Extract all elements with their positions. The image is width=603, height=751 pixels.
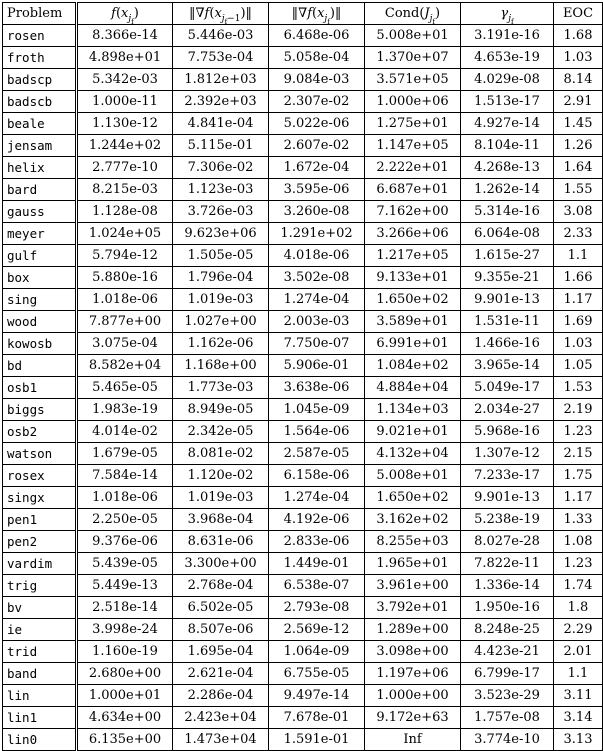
cell-grad-prev: 2.392e+03 <box>173 91 269 113</box>
cell-gamma: 1.262e-14 <box>461 179 554 201</box>
cell-gamma: 1.615e-27 <box>461 245 554 267</box>
cell-grad-prev: 2.423e+04 <box>173 707 269 729</box>
header-f: $f(x_{j_f})$ <box>77 3 173 25</box>
table-row <box>3 333 603 355</box>
cell-problem: lin0 <box>3 729 77 751</box>
cell-gamma: 5.968e-16 <box>461 421 554 443</box>
cell-cond: 1.197e+06 <box>365 663 461 685</box>
cell-problem: bv <box>3 597 77 619</box>
cell-grad-prev: 9.623e+06 <box>173 223 269 245</box>
cell-f: 1.679e-05 <box>77 443 173 465</box>
cell-grad: 4.018e-06 <box>269 245 365 267</box>
cell-eoc: 2.91 <box>554 91 603 113</box>
cell-cond: 3.162e+02 <box>365 509 461 531</box>
cell-grad: 1.449e-01 <box>269 553 365 575</box>
cell-problem: gulf <box>3 245 77 267</box>
cell-grad-prev: 3.726e-03 <box>173 201 269 223</box>
cell-grad: 2.833e-06 <box>269 531 365 553</box>
cell-problem: lin <box>3 685 77 707</box>
table-row <box>3 465 603 487</box>
cell-eoc: 1.17 <box>554 289 603 311</box>
cell-gamma: 1.336e-14 <box>461 575 554 597</box>
cell-eoc: 2.29 <box>554 619 603 641</box>
cell-grad-prev: 1.773e-03 <box>173 377 269 399</box>
cell-cond: 1.965e+01 <box>365 553 461 575</box>
table-row <box>3 729 603 751</box>
cell-f: 5.465e-05 <box>77 377 173 399</box>
cell-cond: 1.000e+00 <box>365 685 461 707</box>
cell-cond: Inf <box>365 729 461 751</box>
cell-cond: 1.650e+02 <box>365 487 461 509</box>
table-row <box>3 443 603 465</box>
cell-problem: watson <box>3 443 77 465</box>
cell-f: 3.998e-24 <box>77 619 173 641</box>
cell-grad-prev: 8.949e-05 <box>173 399 269 421</box>
cell-cond: 9.021e+01 <box>365 421 461 443</box>
cell-problem: badscp <box>3 69 77 91</box>
cell-gamma: 1.466e-16 <box>461 333 554 355</box>
cell-problem: osb1 <box>3 377 77 399</box>
cell-grad: 2.793e-08 <box>269 597 365 619</box>
cell-eoc: 2.19 <box>554 399 603 421</box>
cell-eoc: 1.08 <box>554 531 603 553</box>
cell-eoc: 1.68 <box>554 25 603 47</box>
cell-grad: 7.750e-07 <box>269 333 365 355</box>
cell-grad-prev: 5.115e-01 <box>173 135 269 157</box>
cell-gamma: 7.822e-11 <box>461 553 554 575</box>
table-row <box>3 201 603 223</box>
table-body <box>3 25 603 751</box>
cell-grad: 1.291e+02 <box>269 223 365 245</box>
cell-gamma: 8.248e-25 <box>461 619 554 641</box>
cell-f: 4.634e+00 <box>77 707 173 729</box>
cell-grad-prev: 1.019e-03 <box>173 487 269 509</box>
results-table <box>2 2 603 751</box>
table-row <box>3 641 603 663</box>
cell-gamma: 6.064e-08 <box>461 223 554 245</box>
cell-grad-prev: 4.841e-04 <box>173 113 269 135</box>
table-row <box>3 575 603 597</box>
table-row <box>3 267 603 289</box>
cell-gamma: 1.757e-08 <box>461 707 554 729</box>
cell-f: 1.018e-06 <box>77 289 173 311</box>
cell-problem: vardim <box>3 553 77 575</box>
cell-grad-prev: 1.123e-03 <box>173 179 269 201</box>
cell-cond: 4.132e+04 <box>365 443 461 465</box>
cell-grad: 1.045e-09 <box>269 399 365 421</box>
cell-cond: 1.217e+05 <box>365 245 461 267</box>
cell-f: 1.130e-12 <box>77 113 173 135</box>
cell-eoc: 3.14 <box>554 707 603 729</box>
table-row <box>3 69 603 91</box>
cell-problem: bd <box>3 355 77 377</box>
table-row <box>3 619 603 641</box>
cell-grad-prev: 2.768e-04 <box>173 575 269 597</box>
cell-grad-prev: 1.120e-02 <box>173 465 269 487</box>
cell-problem: pen1 <box>3 509 77 531</box>
cell-grad-prev: 2.621e-04 <box>173 663 269 685</box>
header-gamma: $\gamma_{j_f}$ <box>461 3 554 25</box>
cell-eoc: 2.01 <box>554 641 603 663</box>
cell-grad-prev: 2.342e-05 <box>173 421 269 443</box>
cell-grad-prev: 1.812e+03 <box>173 69 269 91</box>
table-row <box>3 707 603 729</box>
cell-f: 1.024e+05 <box>77 223 173 245</box>
cell-problem: sing <box>3 289 77 311</box>
cell-cond: 3.961e+00 <box>365 575 461 597</box>
table-row <box>3 663 603 685</box>
cell-f: 5.439e-05 <box>77 553 173 575</box>
cell-grad-prev: 1.473e+04 <box>173 729 269 751</box>
cell-gamma: 4.029e-08 <box>461 69 554 91</box>
cell-gamma: 9.901e-13 <box>461 487 554 509</box>
cell-problem: trig <box>3 575 77 597</box>
table-row <box>3 223 603 245</box>
cell-eoc: 1.05 <box>554 355 603 377</box>
cell-grad: 4.192e-06 <box>269 509 365 531</box>
cell-gamma: 9.355e-21 <box>461 267 554 289</box>
cell-eoc: 1.45 <box>554 113 603 135</box>
cell-eoc: 1.74 <box>554 575 603 597</box>
cell-problem: jensam <box>3 135 77 157</box>
cell-gamma: 4.653e-19 <box>461 47 554 69</box>
cell-problem: rosex <box>3 465 77 487</box>
cell-cond: 9.133e+01 <box>365 267 461 289</box>
cell-grad-prev: 1.505e-05 <box>173 245 269 267</box>
cell-problem: pen2 <box>3 531 77 553</box>
cell-f: 2.518e-14 <box>77 597 173 619</box>
cell-gamma: 4.268e-13 <box>461 157 554 179</box>
cell-cond: 1.370e+07 <box>365 47 461 69</box>
table-row <box>3 685 603 707</box>
cell-grad-prev: 1.695e-04 <box>173 641 269 663</box>
cell-eoc: 1.03 <box>554 333 603 355</box>
cell-gamma: 2.034e-27 <box>461 399 554 421</box>
cell-problem: lin1 <box>3 707 77 729</box>
cell-gamma: 6.799e-17 <box>461 663 554 685</box>
cell-grad: 6.468e-06 <box>269 25 365 47</box>
cell-cond: 1.000e+06 <box>365 91 461 113</box>
cell-f: 7.584e-14 <box>77 465 173 487</box>
table-row <box>3 399 603 421</box>
cell-gamma: 3.523e-29 <box>461 685 554 707</box>
cell-cond: 9.172e+63 <box>365 707 461 729</box>
header-row <box>3 3 603 25</box>
cell-grad: 1.274e-04 <box>269 289 365 311</box>
cell-grad: 7.678e-01 <box>269 707 365 729</box>
cell-grad-prev: 7.306e-02 <box>173 157 269 179</box>
cell-grad-prev: 1.162e-06 <box>173 333 269 355</box>
cell-grad: 2.587e-05 <box>269 443 365 465</box>
cell-f: 8.366e-14 <box>77 25 173 47</box>
cell-grad: 5.022e-06 <box>269 113 365 135</box>
table-row <box>3 179 603 201</box>
cell-eoc: 1.8 <box>554 597 603 619</box>
cell-f: 5.449e-13 <box>77 575 173 597</box>
cell-grad-prev: 8.081e-02 <box>173 443 269 465</box>
cell-grad: 2.307e-02 <box>269 91 365 113</box>
cell-cond: 3.266e+06 <box>365 223 461 245</box>
cell-gamma: 9.901e-13 <box>461 289 554 311</box>
cell-gamma: 5.314e-16 <box>461 201 554 223</box>
cell-grad: 3.595e-06 <box>269 179 365 201</box>
cell-problem: ie <box>3 619 77 641</box>
cell-cond: 4.884e+04 <box>365 377 461 399</box>
cell-grad-prev: 8.631e-06 <box>173 531 269 553</box>
cell-problem: biggs <box>3 399 77 421</box>
cell-gamma: 8.027e-28 <box>461 531 554 553</box>
table-row <box>3 135 603 157</box>
header-problem: Problem <box>3 3 77 25</box>
table-row <box>3 421 603 443</box>
cell-f: 1.000e-11 <box>77 91 173 113</box>
cell-gamma: 3.965e-14 <box>461 355 554 377</box>
cell-eoc: 2.15 <box>554 443 603 465</box>
table-row <box>3 553 603 575</box>
cell-gamma: 4.927e-14 <box>461 113 554 135</box>
cell-gamma: 4.423e-21 <box>461 641 554 663</box>
cell-problem: gauss <box>3 201 77 223</box>
cell-gamma: 8.104e-11 <box>461 135 554 157</box>
cell-cond: 1.147e+05 <box>365 135 461 157</box>
cell-cond: 3.098e+00 <box>365 641 461 663</box>
cell-eoc: 1.23 <box>554 421 603 443</box>
cell-grad: 1.064e-09 <box>269 641 365 663</box>
cell-cond: 8.255e+03 <box>365 531 461 553</box>
cell-grad-prev: 5.446e-03 <box>173 25 269 47</box>
cell-eoc: 1.1 <box>554 663 603 685</box>
cell-grad: 6.538e-07 <box>269 575 365 597</box>
cell-eoc: 2.33 <box>554 223 603 245</box>
cell-problem: trid <box>3 641 77 663</box>
cell-grad-prev: 7.753e-04 <box>173 47 269 69</box>
cell-gamma: 5.238e-19 <box>461 509 554 531</box>
cell-grad-prev: 1.796e-04 <box>173 267 269 289</box>
cell-f: 4.014e-02 <box>77 421 173 443</box>
cell-grad: 5.906e-01 <box>269 355 365 377</box>
cell-grad-prev: 1.168e+00 <box>173 355 269 377</box>
cell-problem: singx <box>3 487 77 509</box>
results-table-container <box>2 2 603 751</box>
cell-f: 6.135e+00 <box>77 729 173 751</box>
cell-eoc: 3.13 <box>554 729 603 751</box>
cell-gamma: 1.307e-12 <box>461 443 554 465</box>
cell-eoc: 1.69 <box>554 311 603 333</box>
header-eoc: EOC <box>554 3 603 25</box>
cell-grad-prev: 2.286e-04 <box>173 685 269 707</box>
table-row <box>3 531 603 553</box>
cell-problem: band <box>3 663 77 685</box>
cell-eoc: 1.23 <box>554 553 603 575</box>
cell-grad: 6.158e-06 <box>269 465 365 487</box>
cell-f: 5.794e-12 <box>77 245 173 267</box>
cell-cond: 1.650e+02 <box>365 289 461 311</box>
table-row <box>3 91 603 113</box>
cell-eoc: 1.53 <box>554 377 603 399</box>
cell-cond: 1.275e+01 <box>365 113 461 135</box>
table-row <box>3 245 603 267</box>
cell-cond: 3.589e+01 <box>365 311 461 333</box>
cell-grad: 1.564e-06 <box>269 421 365 443</box>
cell-cond: 3.792e+01 <box>365 597 461 619</box>
cell-cond: 1.289e+00 <box>365 619 461 641</box>
cell-gamma: 1.513e-17 <box>461 91 554 113</box>
cell-problem: meyer <box>3 223 77 245</box>
cell-f: 3.075e-04 <box>77 333 173 355</box>
cell-problem: wood <box>3 311 77 333</box>
cell-grad-prev: 1.019e-03 <box>173 289 269 311</box>
cell-cond: 5.008e+01 <box>365 465 461 487</box>
cell-grad: 1.591e-01 <box>269 729 365 751</box>
cell-f: 1.018e-06 <box>77 487 173 509</box>
cell-eoc: 1.1 <box>554 245 603 267</box>
table-row <box>3 25 603 47</box>
cell-eoc: 1.75 <box>554 465 603 487</box>
cell-gamma: 5.049e-17 <box>461 377 554 399</box>
cell-gamma: 7.233e-17 <box>461 465 554 487</box>
cell-grad: 3.502e-08 <box>269 267 365 289</box>
cell-f: 2.250e-05 <box>77 509 173 531</box>
cell-grad: 2.569e-12 <box>269 619 365 641</box>
cell-f: 5.880e-16 <box>77 267 173 289</box>
cell-eoc: 8.14 <box>554 69 603 91</box>
cell-gamma: 1.950e-16 <box>461 597 554 619</box>
table-row <box>3 113 603 135</box>
header-grad-prev: $‖\nabla f(x_{j_f-1})‖$ <box>173 3 269 25</box>
cell-cond: 5.008e+01 <box>365 25 461 47</box>
cell-grad: 2.607e-02 <box>269 135 365 157</box>
cell-problem: osb2 <box>3 421 77 443</box>
cell-problem: froth <box>3 47 77 69</box>
cell-eoc: 3.08 <box>554 201 603 223</box>
table-row <box>3 597 603 619</box>
cell-problem: beale <box>3 113 77 135</box>
cell-f: 1.244e+02 <box>77 135 173 157</box>
cell-eoc: 3.11 <box>554 685 603 707</box>
cell-grad-prev: 8.507e-06 <box>173 619 269 641</box>
cell-grad: 3.638e-06 <box>269 377 365 399</box>
cell-f: 2.680e+00 <box>77 663 173 685</box>
cell-cond: 6.687e+01 <box>365 179 461 201</box>
cell-eoc: 1.17 <box>554 487 603 509</box>
cell-cond: 2.222e+01 <box>365 157 461 179</box>
cell-gamma: 3.774e-10 <box>461 729 554 751</box>
table-row <box>3 47 603 69</box>
cell-f: 4.898e+01 <box>77 47 173 69</box>
cell-grad: 1.672e-04 <box>269 157 365 179</box>
cell-problem: bard <box>3 179 77 201</box>
cell-eoc: 1.26 <box>554 135 603 157</box>
cell-grad: 1.274e-04 <box>269 487 365 509</box>
cell-problem: rosen <box>3 25 77 47</box>
cell-problem: helix <box>3 157 77 179</box>
table-row <box>3 157 603 179</box>
table-row <box>3 377 603 399</box>
cell-grad-prev: 3.968e-04 <box>173 509 269 531</box>
cell-f: 1.000e+01 <box>77 685 173 707</box>
cell-grad: 6.755e-05 <box>269 663 365 685</box>
cell-f: 8.582e+04 <box>77 355 173 377</box>
cell-problem: badscb <box>3 91 77 113</box>
table-row <box>3 509 603 531</box>
cell-f: 5.342e-03 <box>77 69 173 91</box>
cell-cond: 6.991e+01 <box>365 333 461 355</box>
cell-grad-prev: 1.027e+00 <box>173 311 269 333</box>
cell-eoc: 1.33 <box>554 509 603 531</box>
cell-grad: 9.497e-14 <box>269 685 365 707</box>
cell-f: 1.983e-19 <box>77 399 173 421</box>
cell-gamma: 3.191e-16 <box>461 25 554 47</box>
cell-f: 1.160e-19 <box>77 641 173 663</box>
cell-cond: 1.134e+03 <box>365 399 461 421</box>
table-row <box>3 487 603 509</box>
cell-eoc: 1.03 <box>554 47 603 69</box>
cell-cond: 3.571e+05 <box>365 69 461 91</box>
cell-cond: 1.084e+02 <box>365 355 461 377</box>
cell-grad-prev: 6.502e-05 <box>173 597 269 619</box>
cell-grad: 3.260e-08 <box>269 201 365 223</box>
cell-problem: kowosb <box>3 333 77 355</box>
cell-problem: box <box>3 267 77 289</box>
table-row <box>3 311 603 333</box>
cell-f: 9.376e-06 <box>77 531 173 553</box>
cell-cond: 7.162e+00 <box>365 201 461 223</box>
cell-eoc: 1.64 <box>554 157 603 179</box>
cell-grad: 5.058e-04 <box>269 47 365 69</box>
cell-grad-prev: 3.300e+00 <box>173 553 269 575</box>
cell-grad: 2.003e-03 <box>269 311 365 333</box>
header-cond: $Cond(J_{j_f})$ <box>365 3 461 25</box>
cell-f: 8.215e-03 <box>77 179 173 201</box>
cell-f: 1.128e-08 <box>77 201 173 223</box>
header-grad: $‖\nabla f(x_{j_f})‖$ <box>269 3 365 25</box>
table-row <box>3 289 603 311</box>
cell-eoc: 1.55 <box>554 179 603 201</box>
cell-grad: 9.084e-03 <box>269 69 365 91</box>
cell-f: 2.777e-10 <box>77 157 173 179</box>
cell-f: 7.877e+00 <box>77 311 173 333</box>
table-row <box>3 355 603 377</box>
cell-gamma: 1.531e-11 <box>461 311 554 333</box>
cell-eoc: 1.66 <box>554 267 603 289</box>
